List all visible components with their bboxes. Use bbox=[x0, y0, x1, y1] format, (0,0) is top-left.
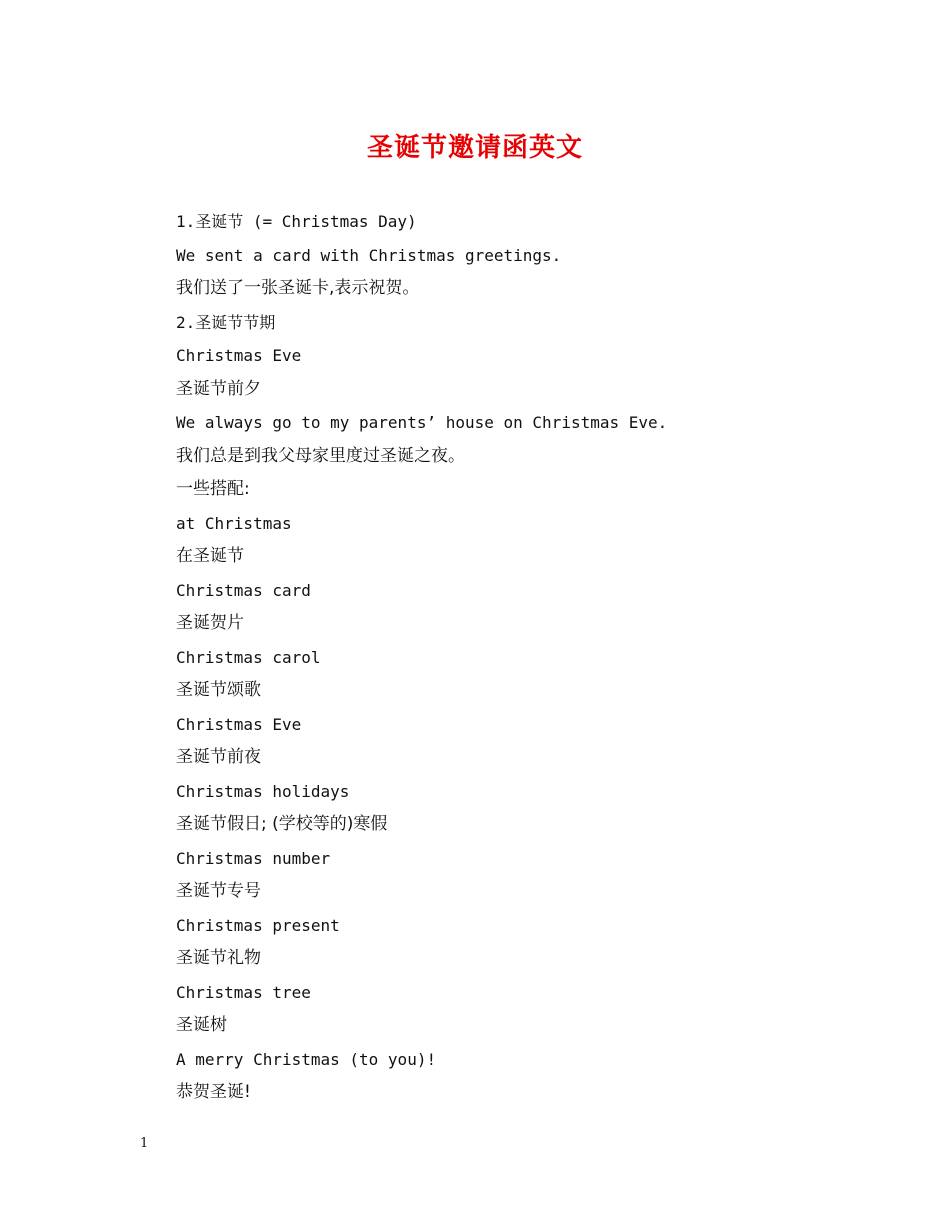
text-line: 圣诞贺片 bbox=[176, 613, 244, 633]
text-line: 2.圣诞节节期 bbox=[176, 312, 276, 332]
document-body bbox=[176, 205, 876, 1110]
text-line: 我们送了一张圣诞卡,表示祝贺。 bbox=[176, 278, 420, 298]
text-line: Christmas present bbox=[176, 915, 340, 935]
page-title: 圣诞节邀请函英文 bbox=[366, 133, 583, 163]
text-line: 恭贺圣诞! bbox=[176, 1082, 251, 1102]
text-line: 圣诞树 bbox=[176, 1015, 227, 1035]
text-line: 圣诞节前夕 bbox=[176, 378, 261, 399]
text-line: 一些搭配: bbox=[176, 479, 250, 499]
page-number: 1 bbox=[140, 1136, 149, 1151]
text-line: We always go to my parents’ house on Christmas Eve. bbox=[176, 413, 668, 432]
text-line: We sent a card with Christmas greetings. bbox=[176, 245, 562, 265]
text-line: Christmas Eve bbox=[176, 714, 302, 734]
text-line: 1.圣诞节 (= Christmas Day) bbox=[176, 212, 417, 231]
text-line: Christmas tree bbox=[176, 982, 311, 1002]
text-line: 圣诞节礼物 bbox=[176, 948, 261, 968]
text-line: Christmas card bbox=[176, 580, 311, 600]
text-line: Christmas Eve bbox=[176, 346, 302, 365]
text-line: 圣诞节颂歌 bbox=[176, 680, 261, 700]
text-line: 我们总是到我父母家里度过圣诞之夜。 bbox=[176, 445, 465, 466]
text-line: 圣诞节专号 bbox=[176, 881, 261, 901]
text-line: Christmas number bbox=[176, 848, 331, 868]
text-line: 在圣诞节 bbox=[176, 546, 244, 566]
text-line: Christmas carol bbox=[176, 647, 321, 667]
text-line: Christmas holidays bbox=[176, 781, 350, 801]
text-line: at Christmas bbox=[176, 513, 292, 533]
text-line: A merry Christmas (to you)! bbox=[176, 1049, 437, 1069]
text-line: 圣诞节前夜 bbox=[176, 747, 261, 767]
text-line: 圣诞节假日; (学校等的)寒假 bbox=[176, 814, 388, 834]
